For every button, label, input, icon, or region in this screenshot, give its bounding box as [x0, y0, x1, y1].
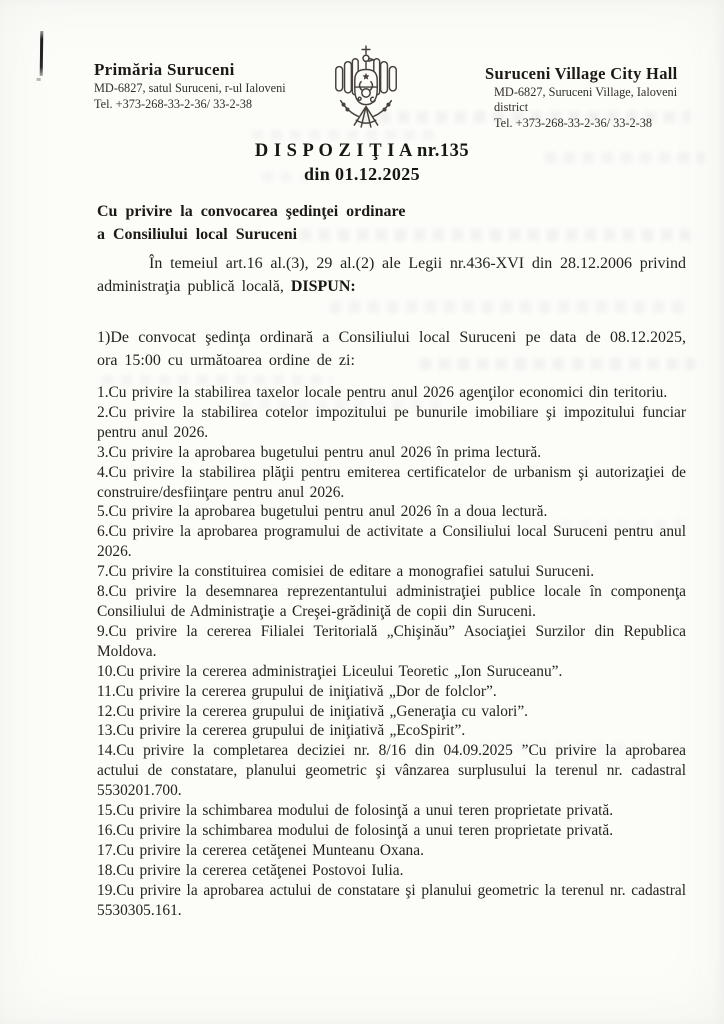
- document-body: [97, 253, 686, 920]
- header-right-block: [485, 64, 710, 131]
- org-address-ro: MD-6827, satul Suruceni, r-ul Ialoveni: [94, 81, 286, 95]
- agenda-item-11: 11.Cu privire la cererea grupului de iniţiativă „Dor de folclor”.: [97, 682, 497, 700]
- agenda-item-14: 14.Cu privire la completarea deciziei nr. 8/16 din 04.09.2025 ”Cu privire la aprobarea actului de constatare, planului geometric şi vânzarea surplusului la terenul nr. cadastral 5530201.700.: [97, 742, 686, 800]
- agenda-item-16: 16.Cu privire la schimbarea modului de folosinţă a unui teren proprietate privată.: [97, 821, 614, 839]
- agenda-item-4: 4.Cu privire la stabilirea plăţii pentru emiterea certificatelor de urbanism şi autorizaţiei de construire/desfiinţare pentru anul 2026.: [97, 463, 686, 501]
- agenda-item-10: 10.Cu privire la cererea administraţiei Liceului Teoretic „Ion Suruceanu”.: [97, 662, 563, 680]
- convocation-paragraph: 1)De convocat şedinţa ordinară a Consiliului local Suruceni pe data de 08.12.2025, ora 15:00 cu următoarea ordine de zi:: [97, 329, 686, 369]
- document-date: din 01.12.2025: [303, 164, 421, 184]
- dispun-keyword: DISPUN:: [290, 277, 356, 295]
- moldova-coat-of-arms-icon: [327, 44, 405, 134]
- agenda-item-3: 3.Cu privire la aprobarea bugetului pentru anul 2026 în prima lectură.: [97, 443, 542, 461]
- agenda-item-15: 15.Cu privire la schimbarea modului de folosinţă a unui teren proprietate privată.: [97, 802, 614, 820]
- agenda-item-17: 17.Cu privire la cererea cetăţenei Munteanu Oxana.: [97, 841, 424, 859]
- agenda-item-12: 12.Cu privire la cererea grupului de iniţiativă „Generaţia cu valori”.: [97, 702, 529, 720]
- org-name-en: Suruceni Village City Hall: [485, 64, 678, 83]
- agenda-item-19: 19.Cu privire la aprobarea actului de constatare şi planului geometric la terenul nr. cadastral 5530305.161.: [97, 881, 686, 919]
- agenda-list: [97, 383, 686, 920]
- agenda-item-1: 1.Cu privire la stabilirea taxelor locale pentru anul 2026 agenţilor economici din teritoriu.: [97, 384, 668, 401]
- preamble-text: În temeiul art.16 al.(3), 29 al.(2) ale Legii nr.436-XVI din 28.12.2006 privind administraţia publică locală,: [97, 255, 686, 295]
- subject-line-1: Cu privire la convocarea şedinţei ordinare: [97, 203, 406, 220]
- org-phone-en: Tel. +373-268-33-2-36/ 33-2-38: [494, 116, 653, 130]
- preamble-paragraph: [97, 253, 686, 298]
- org-name-ro: Primăria Suruceni: [94, 60, 235, 79]
- agenda-item-2: 2.Cu privire la stabilirea cotelor impozitului pe bunurile imobiliare şi impozitului funciar pentru anul 2026.: [97, 403, 686, 441]
- document-title: D I S P O Z I Ţ I A nr.135: [254, 141, 470, 161]
- agenda-item-9: 9.Cu privire la cererea Filialei Teritorială „Chişinău” Asociaţiei Surzilor din Republica Moldova.: [97, 622, 686, 660]
- org-phone-ro: Tel. +373-268-33-2-36/ 33-2-38: [94, 97, 253, 111]
- agenda-item-6: 6.Cu privire la aprobarea programului de activitate a Consiliului local Suruceni pentru anul 2026.: [97, 523, 686, 561]
- document-subject: [97, 200, 517, 246]
- header-left-block: [94, 60, 324, 112]
- subject-line-2: a Consiliului local Suruceni: [97, 226, 298, 243]
- agenda-item-5: 5.Cu privire la aprobarea bugetului pentru anul 2026 în a doua lectură.: [97, 503, 548, 521]
- document-title-block: [0, 141, 724, 185]
- agenda-item-8: 8.Cu privire la desemnarea reprezentantului administraţiei publice locale în componenţa Consiliului de Administraţie a Creşei-grădiniţă de copii din Suruceni.: [97, 583, 686, 620]
- agenda-item-18: 18.Cu privire la cererea cetăţenei Postovoi Iulia.: [97, 861, 404, 879]
- org-address-en: MD-6827, Suruceni Village, Ialoveni district: [494, 85, 678, 114]
- staple-mark: [40, 31, 44, 76]
- agenda-item-13: 13.Cu privire la cererea grupului de iniţiativă „EcoSpirit”.: [97, 722, 466, 740]
- agenda-item-7: 7.Cu privire la constituirea comisiei de editare a monografiei satului Suruceni.: [97, 563, 595, 581]
